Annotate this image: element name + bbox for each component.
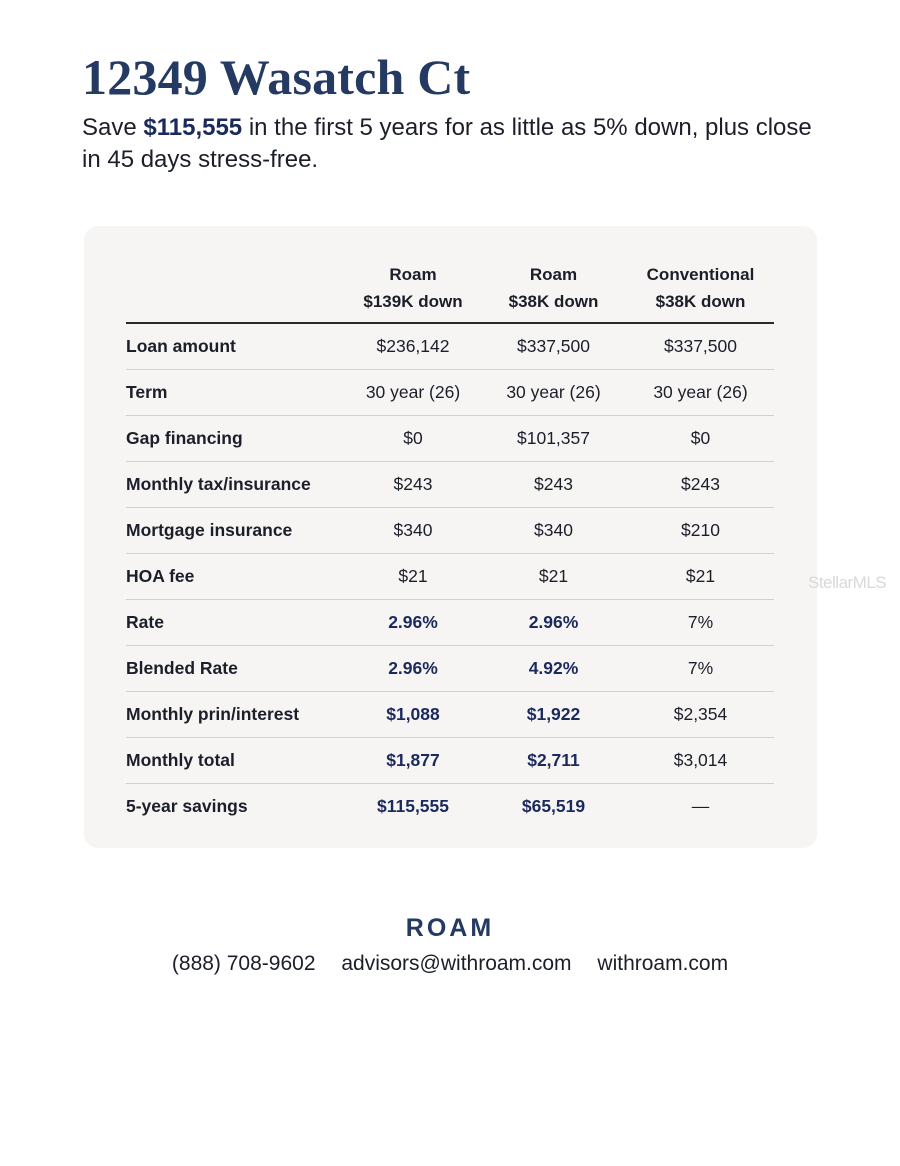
table-cell: 30 year (26): [627, 370, 774, 416]
row-label: Mortgage insurance: [126, 508, 346, 554]
table-cell: —: [691, 796, 710, 816]
subtitle-savings-highlight: $115,555: [143, 114, 243, 141]
table-header-row: [126, 254, 774, 323]
table-row: [126, 738, 774, 784]
subtitle-text-before: Save: [82, 114, 144, 141]
column-header: [627, 254, 774, 323]
mls-watermark: StellarMLS: [808, 573, 887, 592]
column-header-down: $139K down: [363, 292, 463, 311]
table-cell: $243: [627, 462, 774, 508]
row-label: Monthly total: [126, 738, 346, 784]
table-cell: $236,142: [346, 323, 480, 370]
table-cell: 7%: [627, 646, 774, 692]
table-cell: $243: [346, 462, 480, 508]
row-label: Monthly prin/interest: [126, 692, 346, 738]
table-cell: $2,711: [480, 738, 627, 784]
comparison-card: [84, 226, 817, 848]
table-row: [126, 462, 774, 508]
table-cell: $1,088: [346, 692, 480, 738]
phone-number[interactable]: (888) 708-9602: [171, 952, 316, 975]
roam-logo: ROAM: [405, 914, 495, 942]
loan-comparison-table: [126, 254, 774, 829]
table-cell: 2.96%: [480, 600, 627, 646]
table-cell: $337,500: [480, 323, 627, 370]
row-label: Term: [126, 370, 346, 416]
table-cell: 30 year (26): [346, 370, 480, 416]
header-empty-cell: [126, 254, 346, 323]
table-cell: $0: [627, 416, 774, 462]
column-header-down: $38K down: [655, 292, 746, 311]
table-row: [126, 646, 774, 692]
email-address[interactable]: advisors@withroam.com: [341, 952, 572, 975]
column-header-name: Conventional: [646, 265, 755, 284]
table-cell: $1,877: [346, 738, 480, 784]
table-cell: $337,500: [627, 323, 774, 370]
table-row: [126, 692, 774, 738]
page-subtitle: [82, 112, 822, 176]
table-cell: 30 year (26): [480, 370, 627, 416]
table-cell: $21: [627, 554, 774, 600]
website-link[interactable]: withroam.com: [597, 952, 729, 975]
table-cell: $21: [480, 554, 627, 600]
table-cell: $115,555: [376, 796, 450, 816]
table-cell: $1,922: [480, 692, 627, 738]
page-title: 12349 Wasatch Ct: [82, 49, 471, 105]
table-cell: $2,354: [627, 692, 774, 738]
table-body: [126, 323, 774, 829]
row-label: Gap financing: [126, 416, 346, 462]
row-label: Monthly tax/insurance: [126, 462, 346, 508]
table-cell: $101,357: [480, 416, 627, 462]
table-cell: $340: [480, 508, 627, 554]
table-cell: 2.96%: [346, 646, 480, 692]
column-header-name: Roam: [529, 265, 578, 284]
table-row: [126, 554, 774, 600]
row-label: Blended Rate: [126, 646, 346, 692]
table-row: [126, 600, 774, 646]
table-row: [126, 416, 774, 462]
table-cell: $65,519: [521, 796, 586, 816]
column-header-down: $38K down: [508, 292, 599, 311]
table-row: [126, 323, 774, 370]
table-cell: $243: [480, 462, 627, 508]
table-cell: $3,014: [627, 738, 774, 784]
table-row: [126, 508, 774, 554]
table-cell: $0: [346, 416, 480, 462]
row-label: HOA fee: [126, 554, 346, 600]
table-cell: 4.92%: [480, 646, 627, 692]
table-cell: $340: [346, 508, 480, 554]
table-row: [126, 784, 774, 830]
row-label: Loan amount: [126, 323, 346, 370]
table-cell: $21: [346, 554, 480, 600]
table-row: [126, 370, 774, 416]
table-cell: 2.96%: [346, 600, 480, 646]
subtitle-text-after: in the first 5 years for as little as 5% down, plus close in 45 days stress-free.: [82, 114, 812, 173]
column-header: [346, 254, 480, 323]
contact-info: [0, 952, 900, 976]
row-label: Rate: [126, 600, 346, 646]
column-header-name: Roam: [389, 265, 437, 284]
table-cell: $210: [627, 508, 774, 554]
column-header: [480, 254, 627, 323]
table-cell: 7%: [627, 600, 774, 646]
row-label: 5-year savings: [126, 796, 248, 816]
